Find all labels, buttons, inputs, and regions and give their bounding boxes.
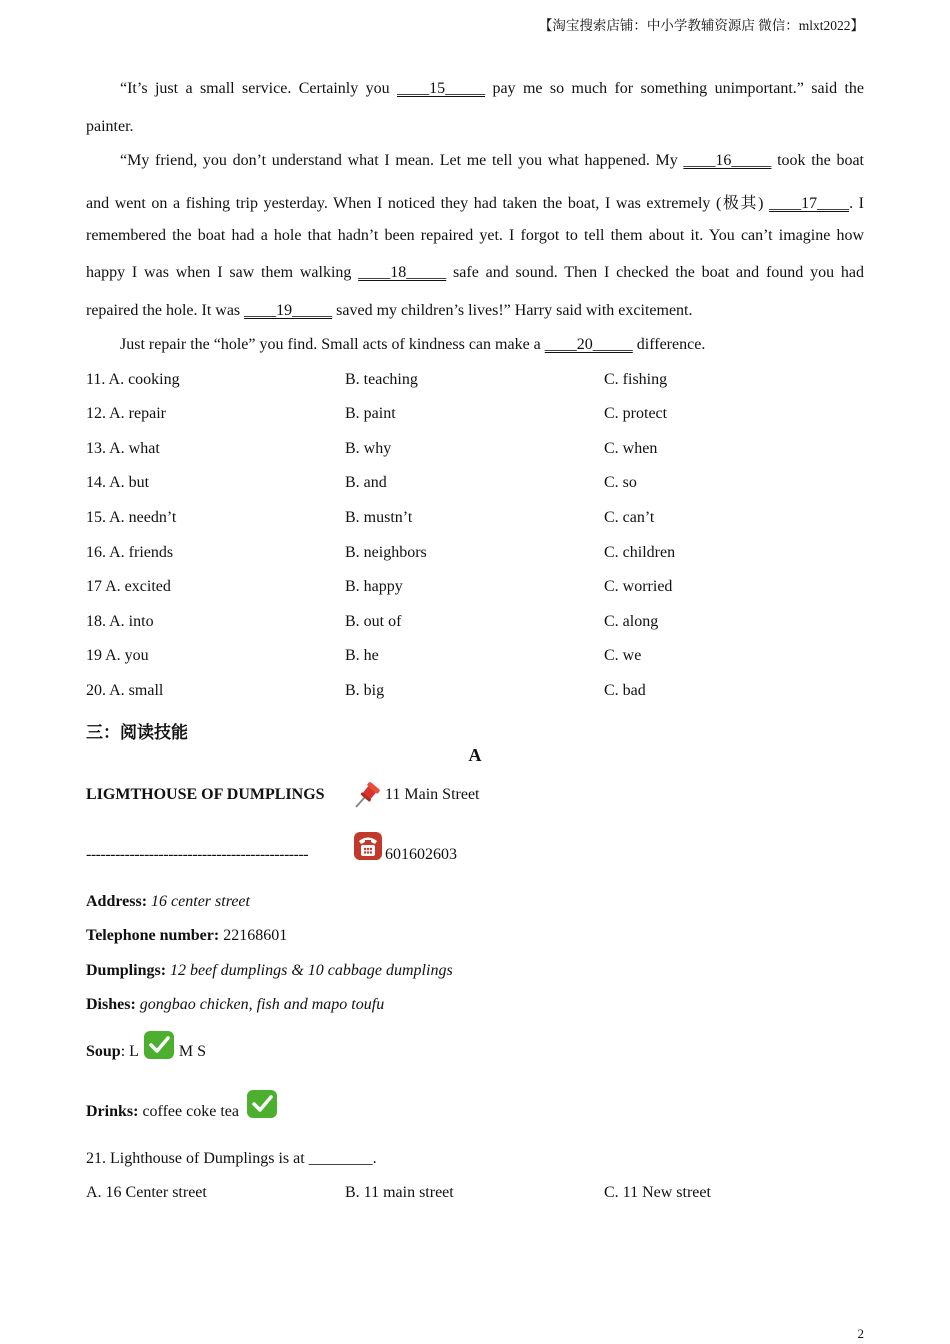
blank-16: ____16_____: [683, 152, 772, 169]
checkmark-icon: [246, 1089, 278, 1119]
blank-17: ____17____: [769, 195, 850, 212]
passage-line-5: remembered the boat had a hole that hadn’t been repaired yet. I forgot to tell them about it. You can’t imagine how: [86, 227, 864, 244]
blank-20: ____20_____: [544, 336, 633, 353]
question-11: 11. A. cooking B. teaching C. fishing: [86, 371, 668, 388]
pushpin-icon: [352, 780, 382, 810]
part-label: A: [468, 745, 482, 765]
section-title: 三：阅读技能: [86, 723, 188, 743]
blank-15: ____15_____: [397, 80, 486, 97]
question-21-options: A. 16 Center street B. 11 main street C. 11 New street: [86, 1184, 711, 1201]
blank-18: ____18_____: [358, 264, 447, 281]
blank-19: ____19_____: [244, 302, 333, 319]
page-number: 2: [857, 1326, 864, 1341]
question-16: 16. A. friends B. neighbors C. children: [86, 544, 676, 561]
question-21-stem: 21. Lighthouse of Dumplings is at ________.: [86, 1150, 377, 1167]
checkmark-icon: [143, 1030, 175, 1060]
question-18: 18. A. into B. out of C. along: [86, 613, 659, 630]
telephone-icon: [352, 830, 384, 862]
header-watermark: 【淘宝搜索店铺：中小学教辅资源店 微信：mlxt2022】: [538, 18, 864, 33]
passage-line-1: “It’s just a small service. Certainly you ____15_____ pay me so much for something unimportant.” said the: [120, 80, 865, 97]
restaurant-phone: 601602603: [385, 846, 457, 863]
address-row: Address: 16 center street: [86, 893, 250, 910]
passage-line-2: painter.: [86, 118, 134, 135]
restaurant-street: 11 Main Street: [385, 786, 480, 803]
dumplings-row: Dumplings: 12 beef dumplings & 10 cabbage dumplings: [86, 962, 453, 979]
passage-line-3: “My friend, you don’t understand what I mean. Let me tell you what happened. My ____16_____ took the boat: [120, 152, 864, 169]
question-19: 19 A. you B. he C. we: [86, 647, 642, 664]
passage-line-8: Just repair the “hole” you find. Small acts of kindness can make a ____20_____ difference.: [120, 336, 706, 353]
dashed-line: ----------------------------------------------: [86, 846, 309, 863]
dishes-row: Dishes: gongbao chicken, fish and mapo toufu: [86, 996, 385, 1013]
question-14: 14. A. but B. and C. so: [86, 474, 637, 491]
telephone-row: Telephone number: 22168601: [86, 927, 288, 944]
question-17: 17 A. excited B. happy C. worried: [86, 578, 673, 595]
passage-line-4: and went on a fishing trip yesterday. When I noticed they had taken the boat, I was extremely (极其) ____17____. I: [86, 195, 864, 212]
question-12: 12. A. repair B. paint C. protect: [86, 405, 668, 422]
soup-row: Soup: L M S: [86, 1043, 207, 1060]
restaurant-name: LIGMTHOUSE OF DUMPLINGS: [86, 786, 325, 803]
passage-line-6: happy I was when I saw them walking ____18_____ safe and sound. Then I checked the boat and found you had: [86, 264, 864, 281]
question-13: 13. A. what B. why C. when: [86, 440, 658, 457]
question-15: 15. A. needn’t B. mustn’t C. can’t: [86, 509, 655, 526]
drinks-row: Drinks: coffee coke tea: [86, 1103, 239, 1120]
passage-line-7: repaired the hole. It was ____19_____ saved my children’s lives!” Harry said with excitement.: [86, 302, 693, 319]
question-20: 20. A. small B. big C. bad: [86, 682, 646, 699]
